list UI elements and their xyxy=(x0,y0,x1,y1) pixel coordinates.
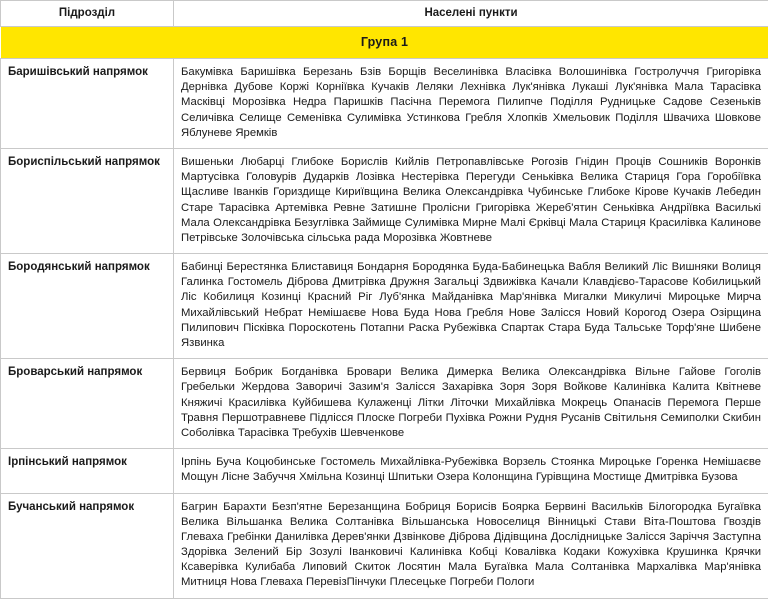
localities-list: Вишеньки Любарці Глибоке Борислів Кийлів Петропавлівське Рогозів Гнідин Проців Сошників Воронків Мартусівка Головурів Дударків Лозівка Нестерівка Перегуди Сеньківка Велика Стариця Гора Горобіївка Щасливе Іванків Гориздище Кириївщина Велика Олександрівка Чубинське Глибоке Кірове Кучаків Лебедин Старе Тарасівка Артемівка Ревне Затишне Пролісни Григорівка Жереб'ятин Сеньківка Андріївка Василькі Мала Олександрівка Безуглівка Займище Сулимівка Мирне Малі Єрківці Мала Стариця Красилівка Калинове Петрівське Золочівська сільська рада Морозівка Жовтневе xyxy=(174,148,768,253)
localities-list: Бервиця Бобрик Богданівка Бровари Велика Димерка Велика Олександрівка Вільне Гайове Гоголів Гребельки Жердова Заворичі Зазим'я Залісся Захарівка Зоря Зоря Войкове Калинівка Калита Квітневе Княжичі Красилівка Куйбишева Кулаженці Літки Літочки Михайлівка Мокрець Опанасів Перемога Перше Травня Першотравневе Підлісся Плоске Погреби Пухівка Рожни Рудня Русанів Світильня Семиполки Скибин Соболівка Тарасівка Требухів Шевченкове xyxy=(174,359,768,449)
localities-list: Ірпінь Буча Коцюбинське Гостомель Михайлівка-Рубежівка Ворзель Стоянка Мироцьке Горенка Немішаєве Мощун Лісне Забуччя Хмільна Козинці Шпитьки Озера Колонщина Гурівщина Мостище Дмитрівка Бузова xyxy=(174,449,768,493)
table-header-row xyxy=(1,1,768,27)
column-header-subdivision: Підрозділ xyxy=(1,1,174,27)
localities-list: Бабинці Берестянка Блиставиця Бондарня Бородянка Буда-Бабинецька Вабля Великий Ліс Вишняки Волиця Галинка Гостомель Діброва Дмитрівка Дружня Загальці Здвижівка Качали Клавдієво-Тарасове Кобилицький Ліс Кобилиця Козинці Красний Ріг Луб'янка Майданівка Мар'янівка Мигалки Микуличі Мирoцьке Мирча Михайлівський Небрат Немішаєве Нова Буда Нова Гребля Нове Залісся Новий Корогод Озера Озірщина Пилипович Пісківка Пороскотень Потапни Раска Рубежівка Спартак Стара Буда Тальське Торф'яне Шибене Язвинка xyxy=(174,254,768,359)
subdivision-name: Бучанський напрямок xyxy=(1,493,174,598)
subdivision-name: Броварський напрямок xyxy=(1,359,174,449)
subdivision-name: Бородянський напрямок xyxy=(1,254,174,359)
localities-list: Багрин Барахти Безп'ятне Березанщина Бобриця Борисів Бояркa Бервині Васильків Білогородка Бугаївка Велика Вільшанка Велика Солтанівка Вільшанська Новоселиця Вінницькі Стави Віта-Поштова Гвоздів Глевахa Гребінки Данилівка Дерев'янки Дзвінкове Діброва Дідівщина Дослідницьке Залісся Заріччя Заступна Здорівка Зелений Бір Зозулі Іванковичі Калинівка Кобці Ковалівка Кодаки Кожухівка Крушинка Крячки Ксаверівка Кулибаба Липовий Скиток Лосятин Мала Бугаївка Мала Солтанівка Мархалівка Мар'янівка Митниця Нова Глеваха ПеревізПінчуки Плесецьке Погреби Пологи xyxy=(174,493,768,598)
table-row xyxy=(1,59,768,149)
column-header-localities: Населені пункти xyxy=(174,1,768,27)
table-row xyxy=(1,148,768,253)
table-row xyxy=(1,493,768,598)
group-label: Група 1 xyxy=(1,27,768,59)
subdivision-name: Ірпінський напрямок xyxy=(1,449,174,493)
table-row xyxy=(1,254,768,359)
group-header-row xyxy=(1,27,768,59)
table-body xyxy=(1,27,768,599)
table-row xyxy=(1,449,768,493)
table-row xyxy=(1,359,768,449)
subdivision-name: Баришівський напрямок xyxy=(1,59,174,149)
localities-list: Бакумівка Баришівка Березань Бзів Борщів Веселинівка Власівка Волошинівка Гостролуччя Григорівка Дернівка Дубове Коржі Корніївка Кучаків Леляки Лехнівка Лук'янівка Лукаші Лук'янівка Мала Тарасівка Масківці Морозівка Недра Паришків Пасічна Перемога Пилипче Поділля Рудницьке Садове Сезеньків Селичівка Селище Семенівка Сулимівка Устинкова Гребля Хлопків Хмельовик Поділля Швачиха Шовкове Яблуневе Яремків xyxy=(174,59,768,149)
subdivision-name: Бориспільський напрямок xyxy=(1,148,174,253)
table-head xyxy=(1,1,768,27)
